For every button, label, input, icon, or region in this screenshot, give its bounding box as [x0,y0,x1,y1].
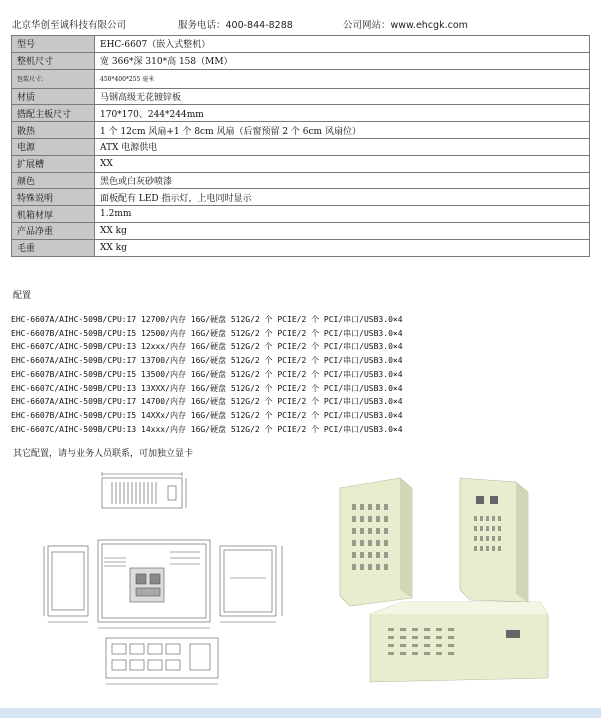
spec-value: 450*400*255 毫米 [95,69,590,88]
spec-row [12,155,590,172]
spec-row [12,239,590,256]
spec-value: XX kg [95,222,590,239]
spec-row [12,105,590,122]
side-view-right [220,546,282,622]
side-view-left [44,546,88,622]
spec-row [12,172,590,189]
spec-row [12,88,590,105]
spec-row [12,52,590,69]
spec-row [12,222,590,239]
spec-value: 宽 366*深 310*高 158（MM） [95,52,590,69]
spec-label: 毛重 [12,239,95,256]
case-photo-front-left [340,478,412,606]
spec-value: 马钢高级无花镀锌板 [95,88,590,105]
spec-table [11,35,590,257]
page-header [0,0,601,36]
config-line: EHC-6607B/AIHC-509B/CPU:I5 12500/内存 16G/硬盘 512G/2 个 PCIE/2 个 PCI/串口/USB3.0×4 [11,328,403,338]
spec-label: 包装尺寸: [12,69,95,88]
spec-label: 型号 [12,36,95,53]
spec-row [12,189,590,206]
spec-label: 电源 [12,138,95,155]
config-line: EHC-6607B/AIHC-509B/CPU:I5 14XXx/内存 16G/硬盘 512G/2 个 PCIE/2 个 PCI/串口/USB3.0×4 [11,410,403,420]
spec-label: 整机尺寸 [12,52,95,69]
spec-value: 1.2mm [95,206,590,223]
config-list [11,313,403,436]
spec-row [12,138,590,155]
config-line: EHC-6607A/AIHC-509B/CPU:I7 12700/内存 16G/硬盘 512G/2 个 PCIE/2 个 PCI/串口/USB3.0×4 [11,315,403,324]
spec-value: ATX 电源供电 [95,138,590,155]
top-view-drawing [102,472,186,508]
footer-bar [0,708,601,718]
rear-view-drawing [106,638,218,684]
company-name: 北京华创至诚科技有限公司 [12,20,127,31]
config-line: EHC-6607C/AIHC-509B/CPU:I3 13XXX/内存 16G/硬盘 512G/2 个 PCIE/2 个 PCI/串口/USB3.0×4 [11,383,403,393]
product-photos [330,468,572,690]
spec-row [12,36,590,53]
spec-label: 搭配主板尺寸 [12,105,95,122]
spec-row [12,69,590,88]
spec-value: XX kg [95,239,590,256]
front-view-drawing [98,540,210,628]
spec-label: 机箱材厚 [12,206,95,223]
config-line: EHC-6607C/AIHC-509B/CPU:I3 12xxx/内存 16G/硬盘 512G/2 个 PCIE/2 个 PCI/串口/USB3.0×4 [11,342,403,352]
spec-row [12,122,590,139]
service-phone: 服务电话：400-844-8288 [178,20,293,31]
spec-label: 颜色 [12,172,95,189]
spec-row [12,206,590,223]
spec-value: 170*170、244*244mm [95,105,590,122]
other-config-note: 其它配置，请与业务人员联系，可加独立显卡 [13,449,194,459]
spec-value: 黑色或白灰砂喷漆 [95,172,590,189]
spec-label: 产品净重 [12,222,95,239]
config-line: EHC-6607C/AIHC-509B/CPU:I3 14xxx/内存 16G/硬盘 512G/2 个 PCIE/2 个 PCI/串口/USB3.0×4 [11,424,403,434]
config-title: 配置 [13,291,32,301]
spec-value: 1 个 12cm 风扇+1 个 8cm 风扇（后窗预留 2 个 6cm 风扇位） [95,122,590,139]
spec-value: EHC-6607（嵌入式整机） [95,36,590,53]
config-line: EHC-6607A/AIHC-509B/CPU:I7 14700/内存 16G/硬盘 512G/2 个 PCIE/2 个 PCI/串口/USB3.0×4 [11,397,403,407]
case-photo-front-right [460,478,528,602]
case-photo-horizontal [370,602,548,682]
technical-drawings [40,468,320,690]
spec-value: XX [95,155,590,172]
config-line: EHC-6607A/AIHC-509B/CPU:I7 13700/内存 16G/硬盘 512G/2 个 PCIE/2 个 PCI/串口/USB3.0×4 [11,356,403,366]
spec-value: 面板配有 LED 指示灯，上电同时显示 [95,189,590,206]
config-line: EHC-6607B/AIHC-509B/CPU:I5 13500/内存 16G/硬盘 512G/2 个 PCIE/2 个 PCI/串口/USB3.0×4 [11,369,403,379]
spec-label: 特殊说明 [12,189,95,206]
spec-label: 材质 [12,88,95,105]
spec-label: 散热 [12,122,95,139]
company-website: 公司网站：www.ehcgk.com [343,20,468,31]
spec-label: 扩展槽 [12,155,95,172]
